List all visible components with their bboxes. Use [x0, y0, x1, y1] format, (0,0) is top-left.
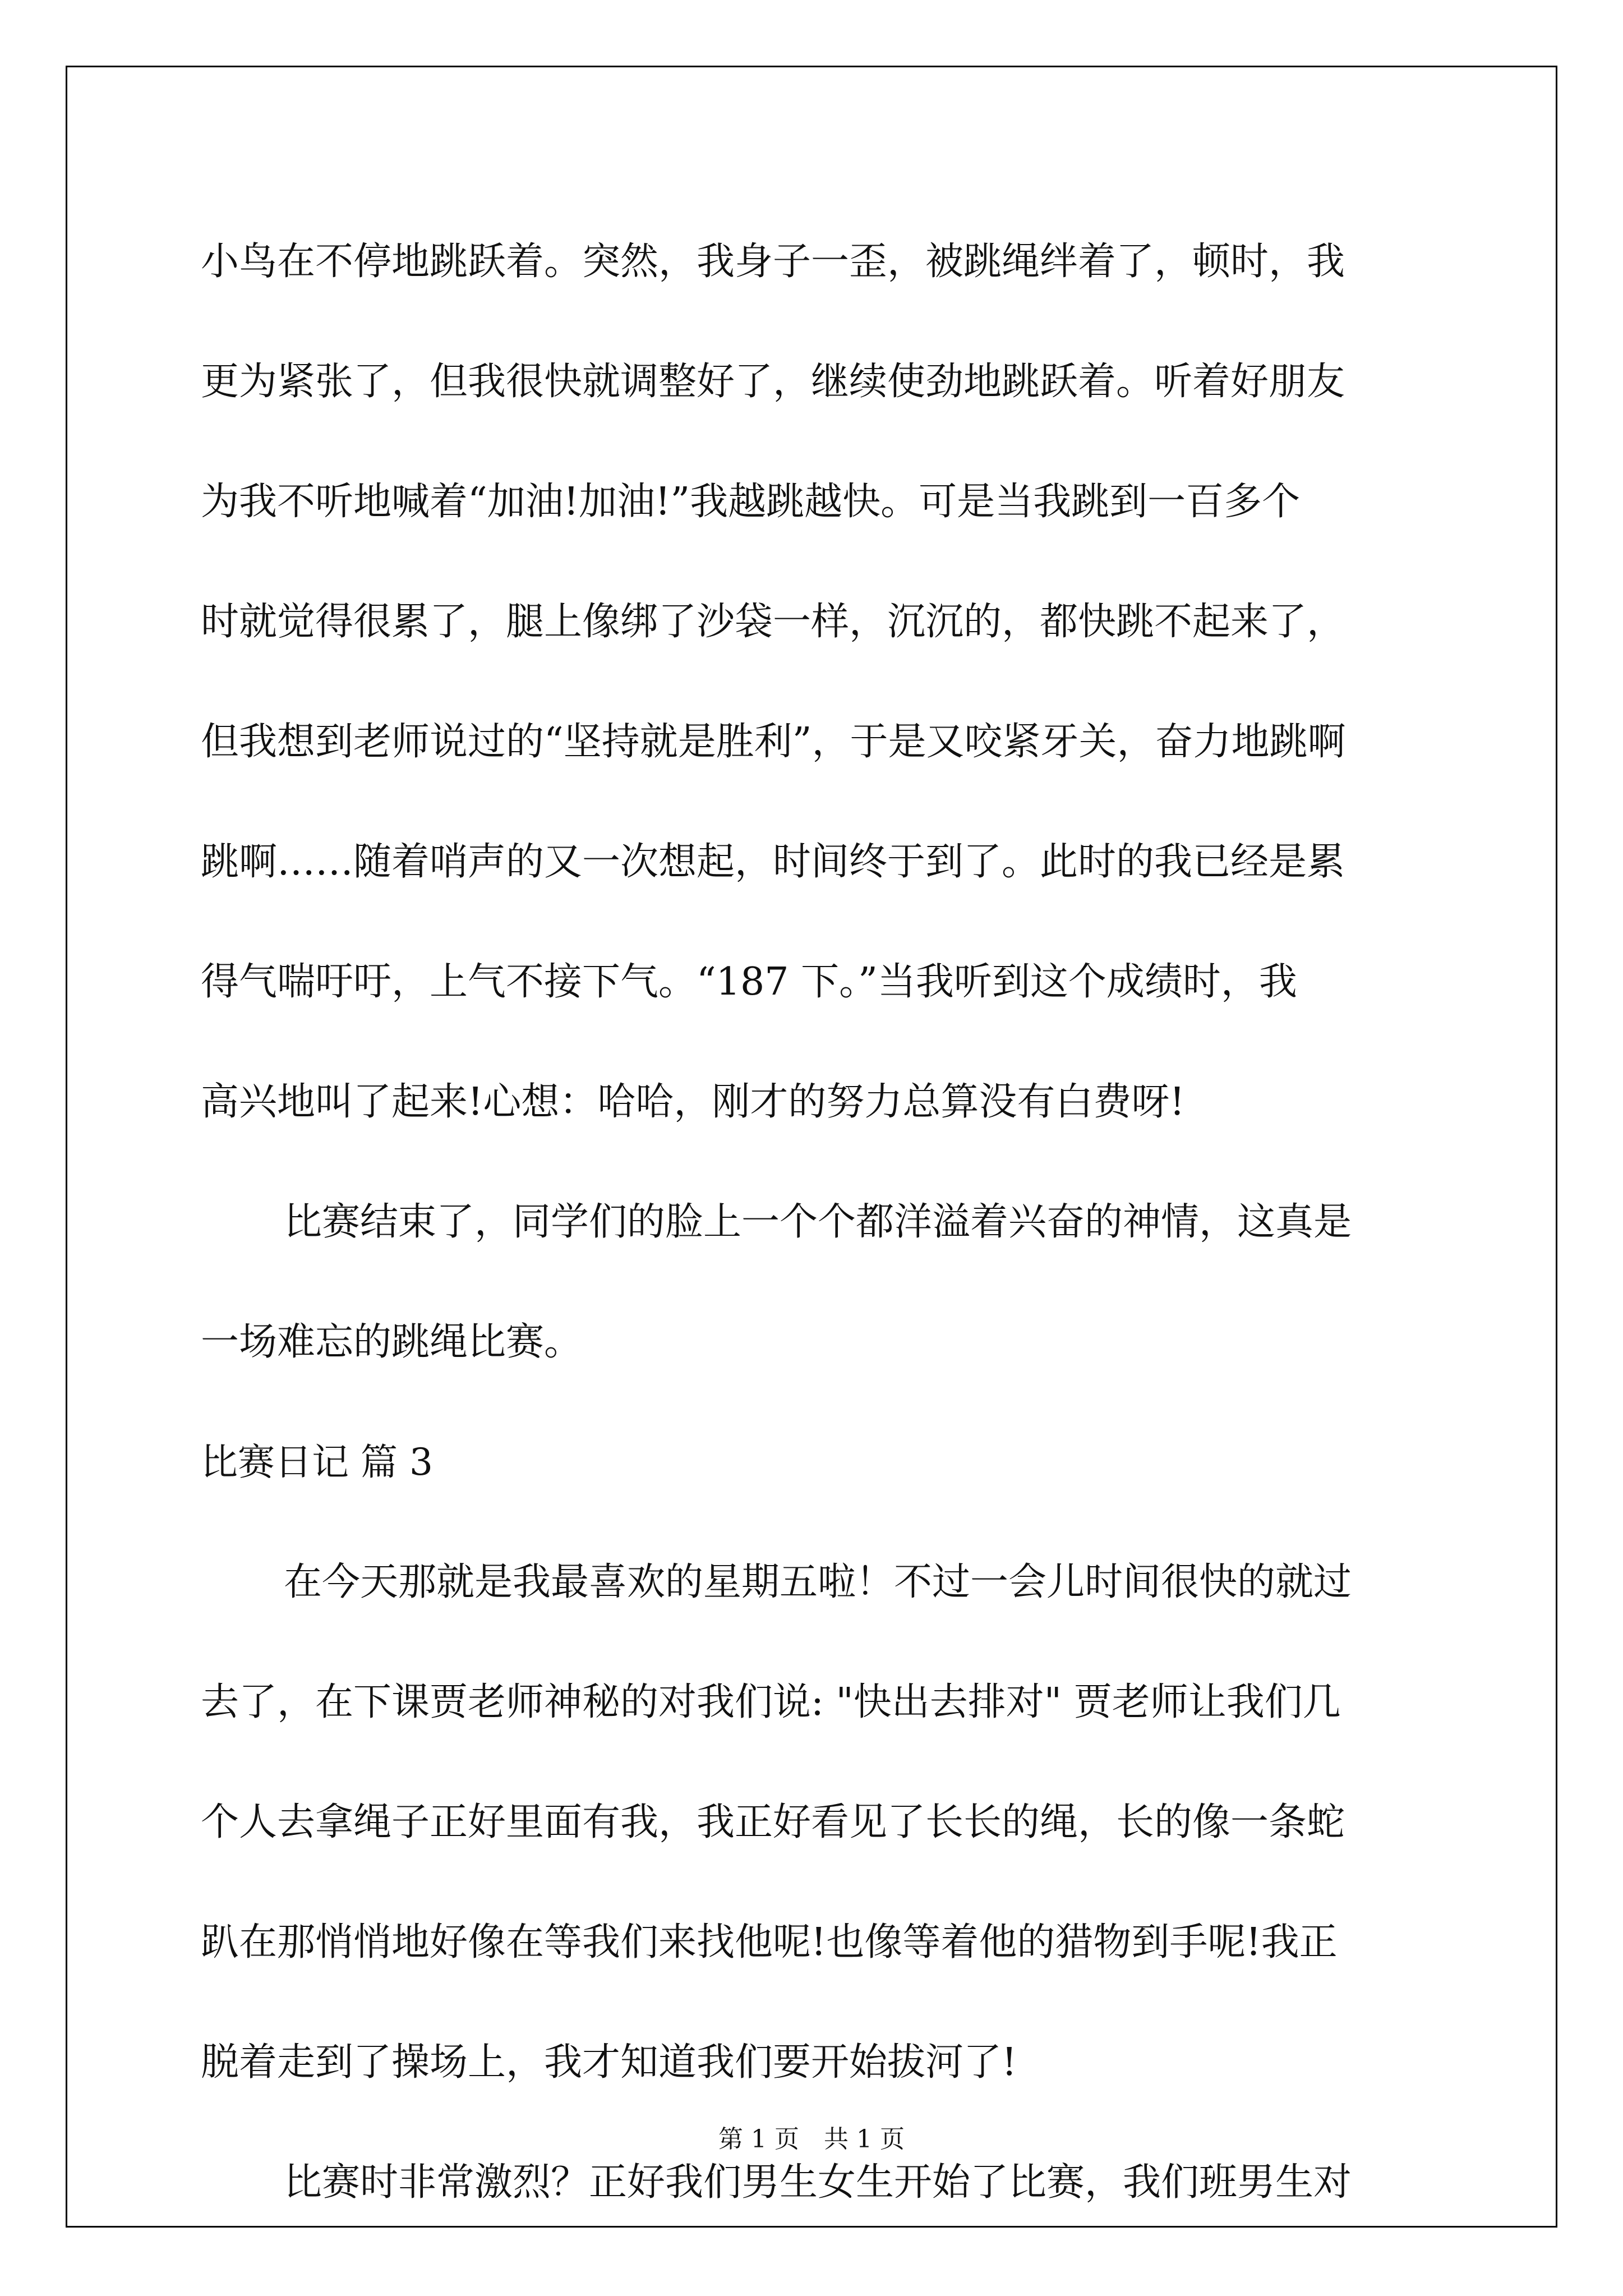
- text-line: 一场难忘的跳绳比赛。: [201, 1320, 583, 1364]
- text-line: 时就觉得很累了，腿上像绑了沙袋一样，沉沉的，都快跳不起来了，: [201, 600, 1345, 644]
- text-line: 去了，在下课贾老师神秘的对我们说: "快出去排对" 贾老师让我们几: [201, 1680, 1341, 1724]
- text-line: 趴在那悄悄地好像在等我们来找他呢!也像等着他的猎物到手呢!我正: [201, 1920, 1338, 1964]
- text-line: 为我不听地喊着“加油!加油!”我越跳越快。可是当我跳到一百多个: [201, 480, 1301, 524]
- section-heading: 比赛日记 篇 3: [201, 1441, 433, 1484]
- text-line: 高兴地叫了起来!心想：哈哈，刚才的努力总算没有白费呀!: [201, 1080, 1185, 1124]
- text-line: 跳啊……随着哨声的又一次想起，时间终于到了。此时的我已经是累: [201, 840, 1345, 884]
- text-line: 更为紧张了，但我很快就调整好了，继续使劲地跳跃着。听着好朋友: [201, 360, 1345, 404]
- paragraph-start-line: 在今天那就是我最喜欢的星期五啦！不过一会儿时间很快的就过: [284, 1560, 1352, 1604]
- paragraph-start-line: 比赛时非常激烈？正好我们男生女生开始了比赛，我们班男生对: [284, 2160, 1352, 2205]
- text-line: 小鸟在不停地跳跃着。突然，我身子一歪，被跳绳绊着了，顿时，我: [201, 240, 1345, 284]
- text-line: 个人去拿绳子正好里面有我，我正好看见了长长的绳，长的像一条蛇: [201, 1800, 1345, 1844]
- document-body: [201, 202, 1435, 2243]
- page-number-footer: 第 1 页 共 1 页: [718, 2125, 905, 2154]
- paragraph-start-line: 比赛结束了，同学们的脸上一个个都洋溢着兴奋的神情，这真是: [284, 1200, 1352, 1244]
- text-line: 但我想到老师说过的“坚持就是胜利”，于是又咬紧牙关，奋力地跳啊: [201, 720, 1346, 764]
- text-line: 得气喘吁吁，上气不接下气。“187 下。”当我听到这个成绩时，我: [201, 960, 1297, 1004]
- text-line: 脱着走到了操场上，我才知道我们要开始拔河了!: [201, 2040, 1017, 2085]
